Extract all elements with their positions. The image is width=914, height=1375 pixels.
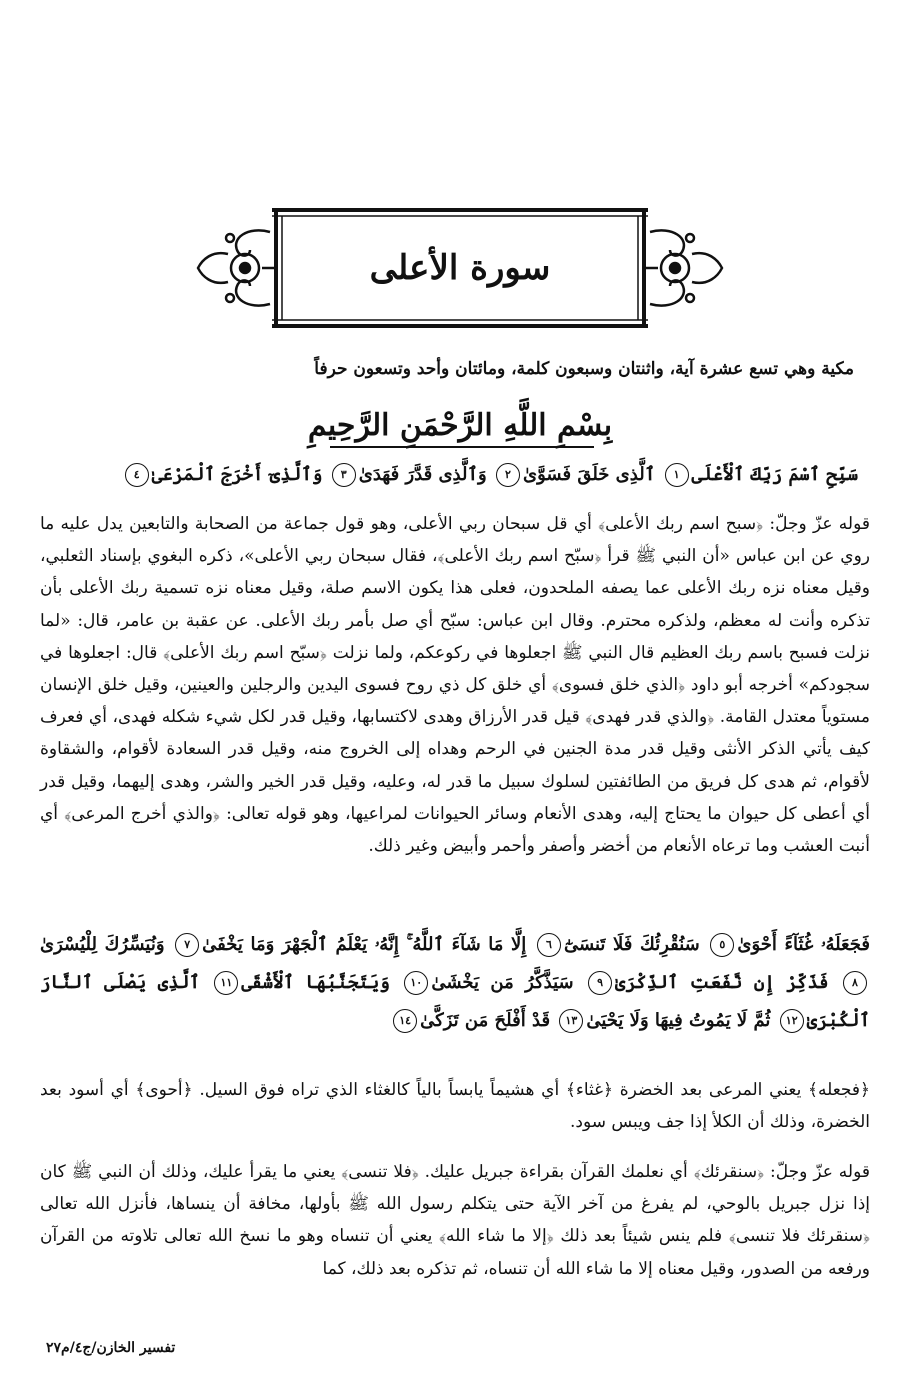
- page-footer: تفسير الخازن/ج٤/م٢٧: [46, 1340, 176, 1356]
- surah-title: سورة الأعلى: [369, 248, 551, 288]
- verse-number: ٩: [588, 971, 612, 995]
- verse: وَيَتَجَنَّبُهَا ٱلْأَشْقَى١١: [211, 972, 390, 993]
- verse-number: ٥: [710, 933, 734, 957]
- commentary-paragraph-3: قوله عزّ وجلّ: ﴿سنقرئك﴾ أي نعلمك القرآن بقراءة جبريل عليك. ﴿فلا تنسى﴾ يعني ما يقرأ عليك، وذلك أن النبي ﷺ كان إذا نزل جبريل بالوحي، لم يفرغ من آخر الآية حتى يتكلم رسول الله ﷺ بأولها، مخافة أن ينساها، فأنزل الله تعالى ﴿سنقرئك فلا تنسى﴾ فلم ينس شيئاً بعد ذلك ﴿إلا ما شاء الله﴾ يعني أن تنساه وهو ما نسخ الله تعالى تلاوته من القرآن ورفعه من الصدور، وقيل معناه إلا ما شاء الله أن تنساه، ثم تذكره بعد ذلك، كما: [40, 1162, 870, 1279]
- verses-block-1: [58, 456, 858, 494]
- verse-number: ١٣: [559, 1009, 583, 1033]
- verse: قَدْ أَفْلَحَ مَن تَزَكَّىٰ١٤: [390, 1010, 550, 1031]
- verse: فَذَكِّرْ إِن نَّفَعَتِ ٱلذِّكْرَىٰ٩: [585, 972, 829, 993]
- verse: سَنُقْرِئُكَ فَلَا تَنسَىٰٓ٦: [534, 934, 700, 955]
- verse-number: ٦: [537, 933, 561, 957]
- verse: وَٱلَّذِى قَدَّرَ فَهَدَىٰ٣: [329, 464, 487, 485]
- basmala: بِسْمِ اللَّهِ الرَّحْمَنِ الرَّحِيمِ: [307, 408, 613, 443]
- verses-block-2: [40, 926, 870, 1040]
- verse-number: ١٠: [404, 971, 428, 995]
- verse: فَجَعَلَهُۥ غُثَآءً أَحْوَىٰ٥: [707, 934, 870, 955]
- surah-intro: مكية وهي تسع عشرة آية، واثنتان وسبعون كلمة، ومائتان وأحد وتسعون حرفاً: [314, 359, 854, 379]
- verse: ٱلَّذِى يَصْلَى ٱلنَّارَ ٱلْكُبْرَىٰ١٢: [40, 972, 870, 1031]
- verse-number: ٤: [125, 463, 149, 487]
- commentary-paragraph-1: قوله عزّ وجلّ: ﴿سبح اسم ربك الأعلى﴾ أي قل سبحان ربي الأعلى، وهو قول جماعة من الصحابة والتابعين يدل عليه ما روي عن ابن عباس «أن النبي ﷺ قرأ ﴿سبّح اسم ربك الأعلى﴾، فقال سبحان ربي الأعلى»، ذكره البغوي بإسناد الثعلبي، وقيل معناه نزه ربك الأعلى عما يصفه الملحدون، فعلى هذا يكون الاسم صلة، وقيل معناه نزه تسمية ربك الأعلى بأن تذكره وأنت له معظم، ولذكره محترم. وقال ابن عباس: سبّح أي صل بأمر ربك الأعلى. عن عقبة بن عامر، قال: «لما نزلت فسبح باسم ربك العظيم قال النبي ﷺ اجعلوها في ركوعكم، ولما نزلت ﴿سبّح اسم ربك الأعلى﴾ قال: اجعلوها في سجودكم» أخرجه أبو داود ﴿الذي خلق فسوى﴾ أي خلق كل ذي روح فسوى اليدين والرجلين والعينين، وقيل خلق الإنسان مستوياً معتدل القامة. ﴿والذي قدر فهدى﴾ قيل قدر الأرزاق وهدى لاكتسابها، وقيل قدر لكل شيء شكله فهدى، أي فعرف كيف يأتي الذكر الأنثى وقيل قدر مدة الجنين في الرحم وهداه إلى الخروج منه، وقيل قدر السعادة لأقوام، والشقاوة لأقوام، ثم هدى كل فريق من الطائفتين لسلوك سبيل ما قدر له، وعليه، وقيل قدر الخير والشر، وهدى إليهما، وقيل قدر أي أعطى كل حيوان ما يحتاج إليه، وهدى الأنعام وسائر الحيوانات لمراعيها، وهو قوله تعالى: ﴿والذي أخرج المرعى﴾ أي أنبت العشب وما ترعاه الأنعام من أخضر وأصفر وأحمر وأبيض وغير ذلك.: [40, 514, 870, 857]
- verse: وَٱلَّذِىٓ أَخْرَجَ ٱلْمَرْعَىٰ٤: [122, 464, 323, 485]
- verse-number: ٢: [496, 463, 520, 487]
- title-frame: [190, 198, 730, 338]
- verse-number: ٣: [332, 463, 356, 487]
- verse-number: ١١: [214, 971, 238, 995]
- verse: سَبِّحِ ٱسْمَ رَبِّكَ ٱلْأَعْلَى١: [662, 464, 858, 485]
- verse: وَنُيَسِّرُكَ لِلْيُسْرَىٰ٨: [40, 934, 870, 993]
- verse: إِلَّا مَا شَآءَ ٱللَّهُ ۚ إِنَّهُۥ يَعْلَمُ ٱلْجَهْرَ وَمَا يَخْفَىٰ٧: [172, 934, 526, 955]
- verse: ٱلَّذِى خَلَقَ فَسَوَّىٰ٢: [493, 464, 655, 485]
- verse: ثُمَّ لَا يَمُوتُ فِيهَا وَلَا يَحْيَىٰ١٣: [556, 1010, 770, 1031]
- verse-number: ٨: [843, 971, 867, 995]
- commentary-paragraph-2: ﴿فجعله﴾ يعني المرعى بعد الخضرة ﴿غثاء﴾ أي هشيماً يابساً بالياً كالغثاء الذي تراه فوق السيل. ﴿أحوى﴾ أي أسود بعد الخضرة، وذلك أن الكلأ إذا جف ويبس سود.: [40, 1080, 870, 1133]
- verse-number: ١٢: [780, 1009, 804, 1033]
- verse-number: ١: [665, 463, 689, 487]
- basmala-underline: [330, 446, 594, 448]
- verse-number: ٧: [175, 933, 199, 957]
- verse-number: ١٤: [393, 1009, 417, 1033]
- verse: سَيَذَّكَّرُ مَن يَخْشَىٰ١٠: [401, 972, 573, 993]
